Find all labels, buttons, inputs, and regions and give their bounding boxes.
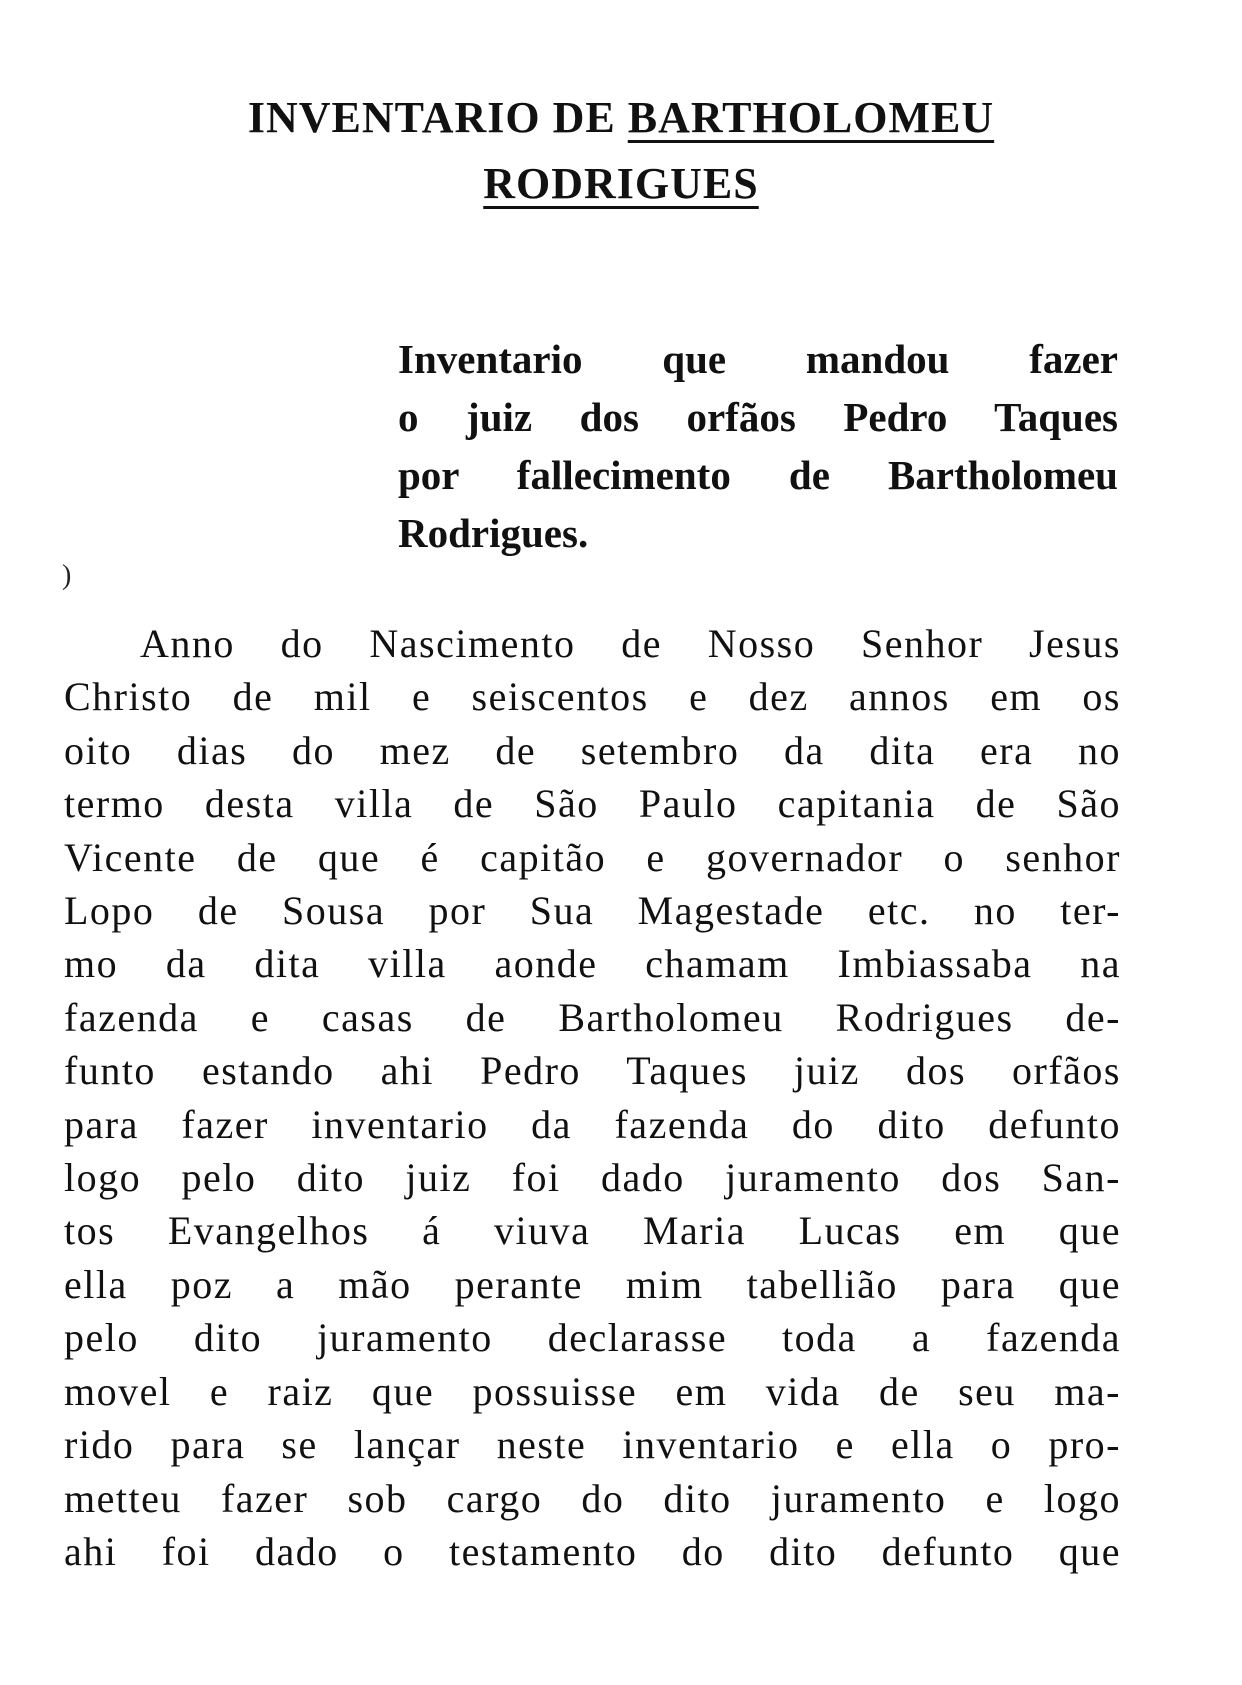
- title-name-last: RODRIGUES: [483, 159, 759, 208]
- subheading-line: Rodrigues.: [398, 510, 589, 556]
- body-line: ahi foi dado o testamento do dito defunto que: [64, 1528, 1121, 1574]
- body-line: termo desta villa de São Paulo capitania de São: [64, 781, 1121, 827]
- body-line: funto estando ahi Pedro Taques juiz dos orfãos: [64, 1048, 1121, 1094]
- document-title-line-1: [0, 92, 1242, 143]
- body-line: Christo de mil e seiscentos e dez annos em os: [64, 674, 1121, 720]
- title-name-first: BARTHOLOMEU: [627, 93, 995, 142]
- body-line: logo pelo dito juiz foi dado juramento dos San-: [64, 1155, 1121, 1201]
- document-body: [64, 617, 1121, 1578]
- body-line: para fazer inventario da fazenda do dito defunto: [64, 1101, 1121, 1147]
- document-title-line-2: [0, 158, 1242, 209]
- subheading-line: por fallecimento de Bartholomeu: [398, 452, 1118, 498]
- body-line: Vicente de que é capitão e governador o senhor: [64, 834, 1121, 880]
- subheading-line: o juiz dos orfãos Pedro Taques: [398, 394, 1118, 440]
- body-line: rido para se lançar neste inventario e ella o pro-: [64, 1422, 1121, 1468]
- title-prefix: INVENTARIO DE: [247, 93, 616, 142]
- body-line: fazenda e casas de Bartholomeu Rodrigues de-: [64, 994, 1121, 1040]
- body-line: tos Evangelhos á viuva Maria Lucas em que: [64, 1208, 1121, 1254]
- body-line: pelo dito juramento declarasse toda a fazenda: [64, 1315, 1121, 1361]
- body-line: movel e raiz que possuisse em vida de seu ma-: [64, 1368, 1121, 1414]
- body-line: ella poz a mão perante mim tabellião para que: [64, 1261, 1121, 1307]
- body-line: oito dias do mez de setembro da dita era no: [64, 727, 1121, 773]
- body-line: Anno do Nascimento de Nosso Senhor Jesus: [140, 621, 1121, 666]
- body-line: metteu fazer sob cargo do dito juramento e logo: [64, 1475, 1121, 1521]
- margin-mark: ): [62, 560, 72, 591]
- document-subheading: [398, 330, 1118, 562]
- subheading-line: Inventario que mandou fazer: [398, 336, 1118, 382]
- body-line: mo da dita villa aonde chamam Imbiassaba na: [64, 941, 1121, 987]
- body-line: Lopo de Sousa por Sua Magestade etc. no ter-: [64, 888, 1121, 934]
